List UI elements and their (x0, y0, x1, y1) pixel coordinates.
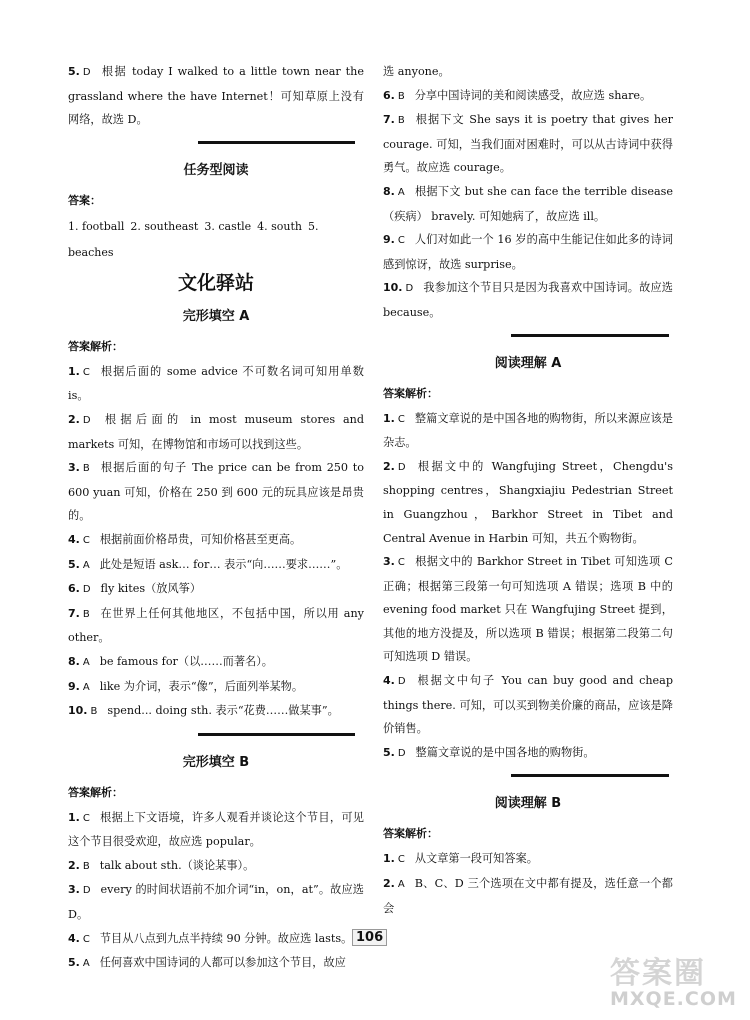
item-list (68, 806, 364, 976)
answer-entry: 3. castle (204, 219, 252, 233)
explanation-text: 从文章第一段可知答案。 (414, 852, 538, 866)
watermark-url: MXQE.COM (610, 988, 737, 1010)
list-item (68, 699, 364, 724)
analysis-label: 答案解析： (383, 827, 438, 841)
section-divider (511, 334, 669, 337)
list-item (68, 675, 364, 700)
analysis-label: 答案解析： (68, 339, 123, 353)
section-title-task-reading: 任务型阅读 (183, 162, 249, 178)
question-number: 1. (68, 364, 80, 378)
list-item (68, 854, 364, 879)
answer-letter: C (397, 854, 405, 866)
question-number: 1. (68, 810, 80, 824)
explanation-text: 根据文中的 Barkhor Street in Tibet 可知选项 C 正确；根据第三段第一句可知选项 A 错误；选项 B 中的 evening food market 只在 Wangfujing Street 提到，其他的地方没提及，所以选项 B 错误；根据第二段第二句可知选项 D 错误。 (383, 555, 673, 664)
answer-letter: A (82, 958, 90, 970)
answer-letter: C (82, 933, 90, 945)
list-item (383, 872, 673, 920)
explanation-text: spend... doing sth. 表示“花费……做某事”。 (107, 704, 339, 718)
section-title-reading-a: 阅读理解 A (494, 355, 562, 371)
question-number: 10. (68, 704, 88, 718)
answer-entry: 5. beaches (68, 219, 319, 259)
list-item (383, 84, 673, 109)
answer-letter: C (397, 557, 405, 569)
section-title-cloze-b: 完形填空 B (182, 754, 250, 770)
answer-letter: D (397, 747, 406, 759)
question-number: 2. (383, 459, 395, 473)
answer-entry: 2. southeast (130, 219, 199, 233)
explanation-text: like 为介词，表示“像”，后面列举某物。 (99, 679, 304, 693)
list-item (383, 228, 673, 276)
answer-letter: B (397, 90, 405, 102)
explanation-text: 此处是短语 ask… for… 表示“向……要求……”。 (99, 557, 348, 571)
answer-entry: 4. south (257, 219, 303, 233)
answer-letter: B (82, 860, 90, 872)
explanation-text: 根据后面的 some advice 不可数名词可知用单数 is。 (68, 364, 364, 403)
answer-letter: C (82, 366, 90, 378)
explanation-text: fly kites（放风筝） (100, 582, 202, 596)
list-item (383, 407, 673, 455)
list-item (68, 360, 364, 408)
section-title-cloze-a: 完形填空 A (182, 308, 250, 324)
explanation-text: 人们对如此一个 16 岁的高中生能记住如此多的诗词感到惊讶，故选 surprise。 (383, 233, 673, 271)
answer-letter: A (82, 559, 90, 571)
explanation-text: 在世界上任何其他地区，不包括中国，所以用 any other。 (68, 606, 364, 645)
explanation-text: talk about sth.（谈论某事）。 (99, 858, 255, 872)
answer-letter: D (82, 414, 91, 426)
item-list (383, 847, 673, 920)
explanation-text: 根据后面的 in most museum stores and markets 可知，在博物馆和市场可以找到这些。 (68, 412, 364, 451)
list-item (68, 951, 364, 976)
question-number: 5. (68, 956, 80, 970)
explanation-text: 节目从八点到九点半持续 90 分钟。故应选 lasts。 (99, 931, 353, 945)
list-item (68, 927, 364, 952)
question-number: 1. (383, 852, 395, 866)
answer-letter: D (397, 676, 406, 688)
section-divider (511, 774, 669, 777)
question-number: 8. (383, 184, 395, 198)
list-item (68, 878, 364, 926)
answer-letter: C (82, 812, 90, 824)
explanation-text: 我参加这个节目只是因为我喜欢中国诗词。故应选 because。 (383, 281, 673, 319)
explanation-text: 根据后面的句子 The price can be from 250 to 600 yuan 可知，价格在 250 到 600 元的玩具应该是昂贵的。 (68, 461, 364, 523)
list-item (68, 650, 364, 675)
question-number: 2. (68, 412, 80, 426)
section-divider (198, 733, 355, 736)
explanation-text: B、C、D 三个选项在文中都有提及，选任意一个都会 (383, 877, 673, 915)
answers-label: 答案： (68, 193, 101, 207)
analysis-label: 答案解析： (383, 386, 438, 400)
question-number: 1. (383, 411, 395, 425)
question-number: 7. (383, 113, 395, 127)
explanation-text: 根据下文 She says it is poetry that gives her courage. 可知，当我们面对困难时，可以从古诗词中获得勇气。故应选 courage。 (383, 113, 673, 175)
list-item (383, 455, 673, 550)
answer-letter: B (82, 608, 90, 620)
question-number: 9. (383, 233, 395, 247)
answer-letter: C (82, 534, 90, 546)
list-item (383, 847, 673, 872)
question-number: 10. (383, 281, 403, 295)
section-divider (198, 141, 355, 144)
list-item (68, 528, 364, 553)
question-number: 4. (68, 931, 80, 945)
list-item (68, 602, 364, 650)
answers-line (68, 214, 364, 266)
question-number: 6. (68, 582, 80, 596)
question-number: 4. (68, 532, 80, 546)
question-number: 3. (68, 883, 80, 897)
chapter-title: 文化驿站 (177, 271, 254, 294)
page-number: 106 (352, 929, 387, 946)
question-number: 5. (383, 745, 395, 759)
answer-letter: C (397, 413, 405, 425)
question-number: 8. (68, 654, 80, 668)
answer-letter: A (397, 879, 405, 891)
item-list (383, 407, 673, 766)
list-item (68, 553, 364, 578)
list-item (383, 550, 673, 669)
answer-letter: D (82, 584, 91, 596)
explanation-text: 根据文中的 Wangfujing Street，Chengdu's shopping centres，Shangxiajiu Pedestrian Street in Guangzhou，Barkhor Street in Tibet and Central Avenue in Harbin 可知，共五个购物街。 (383, 459, 673, 545)
answer-letter: A (397, 186, 405, 198)
section-title-reading-b: 阅读理解 B (494, 796, 562, 812)
item-list (68, 360, 364, 724)
explanation-text: 根据文中句子 You can buy good and cheap things there. 可知，可以买到物美价廉的商品，应该是降价销售。 (383, 674, 673, 736)
list-item (383, 741, 673, 766)
answer-letter: B (90, 706, 98, 718)
question-number: 4. (383, 674, 395, 688)
answer-letter: A (82, 656, 90, 668)
answer-letter: B (82, 463, 90, 475)
answer-letter: C (397, 235, 405, 247)
question-number: 6. (383, 88, 395, 102)
left-column (68, 60, 364, 976)
explanation-text: 整篇文章说的是中国各地的购物街。 (415, 745, 595, 759)
answer-entry: 1. football (68, 219, 125, 233)
list-item: 5. D 根据 today I walked to a little town near the grassland where the have Internet！可知草原上没有网络，故选 D。 (68, 65, 364, 127)
answer-letter: D (397, 461, 406, 473)
answer-letter: D (405, 283, 414, 295)
list-item (68, 408, 364, 456)
question-number: 2. (383, 877, 395, 891)
list-item (68, 806, 364, 854)
list-item (383, 108, 673, 180)
question-number: 3. (383, 555, 395, 569)
list-item (68, 577, 364, 602)
list-item (68, 456, 364, 528)
list-item (383, 180, 673, 228)
continued-text: 选 anyone。 (383, 65, 450, 78)
analysis-label: 答案解析： (68, 785, 123, 799)
explanation-text: 根据下文 but she can face the terrible disease（疾病） bravely. 可知她病了，故应选 ill。 (383, 184, 673, 223)
explanation-text: 整篇文章说的是中国各地的购物街，所以来源应该是杂志。 (383, 411, 673, 450)
answer-letter: A (82, 681, 90, 693)
watermark-text: 答案圈 (610, 956, 706, 991)
question-number: 3. (68, 461, 80, 475)
list-item (383, 276, 673, 324)
explanation-text: 根据前面价格昂贵，可知价格甚至更高。 (99, 532, 302, 546)
explanation-text: 任何喜欢中国诗词的人都可以参加这个节目，故应 (99, 956, 346, 970)
answer-letter: D (82, 885, 91, 897)
question-number: 7. (68, 606, 80, 620)
explanation-text: 根据上下文语境，许多人观看并谈论这个节目，可见这个节目很受欢迎，故应选 popular。 (68, 810, 364, 849)
item-list (383, 84, 673, 325)
question-number: 9. (68, 679, 80, 693)
right-column (383, 60, 673, 920)
watermark-logo (610, 948, 740, 1014)
explanation-text: be famous for（以……而著名）。 (99, 654, 273, 668)
question-number: 2. (68, 858, 80, 872)
explanation-text: 分享中国诗词的美和阅读感受，故应选 share。 (414, 88, 652, 102)
question-number: 5. (68, 557, 80, 571)
list-item (383, 669, 673, 741)
explanation-text: every 的时间状语前不加介词“in，on，at”。故应选 D。 (68, 883, 364, 922)
answer-letter: B (397, 115, 405, 127)
